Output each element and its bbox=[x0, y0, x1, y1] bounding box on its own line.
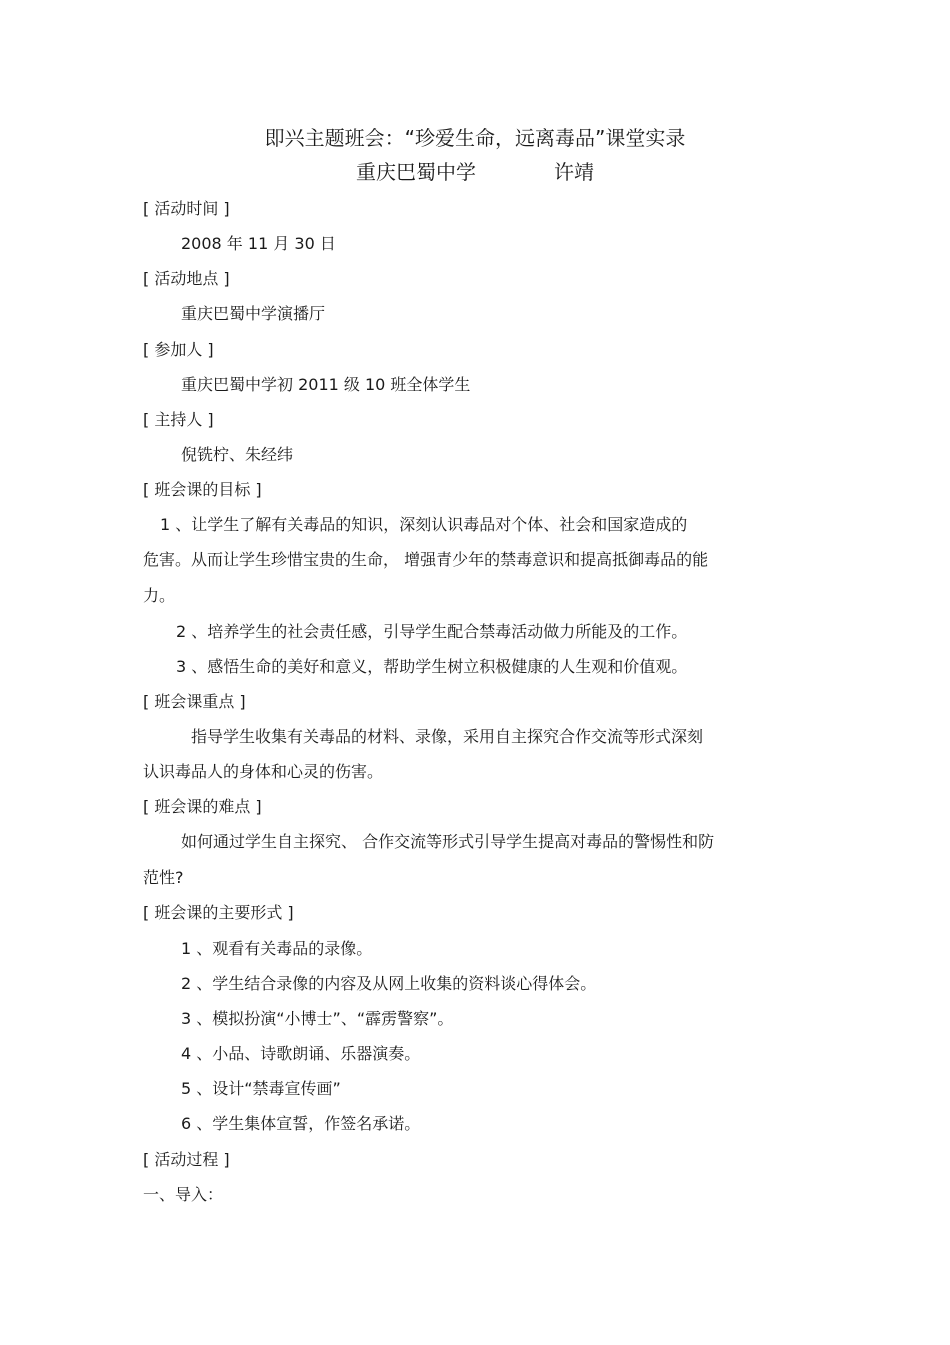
difficulty-line-1: 如何通过学生自主探究、 合作交流等形式引导学生提高对毒品的警惕性和防 bbox=[181, 832, 715, 851]
goal-1-line-1: 1 、让学生了解有关毒品的知识，深刻认识毒品对个体、社会和国家造成的 bbox=[160, 515, 688, 534]
goals-heading: [ 班会课的目标 ] bbox=[143, 480, 262, 499]
participants-heading: [ 参加人 ] bbox=[143, 340, 214, 359]
goal-1-line-3: 力。 bbox=[143, 586, 176, 605]
goal-1-line-2: 危害。从而让学生珍惜宝贵的生命， 增强青少年的禁毒意识和提高抵御毒品的能 bbox=[143, 550, 709, 569]
form-item: 2 、学生结合录像的内容及从网上收集的资料谈心得体会。 bbox=[181, 974, 597, 993]
form-item: 5 、设计“禁毒宣传画” bbox=[181, 1079, 341, 1098]
place-value: 重庆巴蜀中学演播厅 bbox=[181, 304, 326, 323]
school-name: 重庆巴蜀中学 bbox=[356, 160, 476, 184]
host-heading: [ 主持人 ] bbox=[143, 410, 214, 429]
process-heading: [ 活动过程 ] bbox=[143, 1150, 230, 1169]
form-item: 6 、学生集体宣誓，作签名承诺。 bbox=[181, 1114, 421, 1133]
document-title: 即兴主题班会：“珍爱生命，远离毒品”课堂实录 bbox=[264, 126, 686, 150]
focus-line-2: 认识毒品人的身体和心灵的伤害。 bbox=[143, 762, 384, 781]
time-value: 2008 年 11 月 30 日 bbox=[181, 234, 336, 253]
document-byline bbox=[0, 158, 950, 186]
difficulty-heading: [ 班会课的难点 ] bbox=[143, 797, 262, 816]
intro-heading: 一、导入： bbox=[143, 1185, 224, 1204]
focus-line-1: 指导学生收集有关毒品的材料、录像，采用自主探究合作交流等形式深刻 bbox=[191, 727, 704, 746]
focus-heading: [ 班会课重点 ] bbox=[143, 692, 246, 711]
form-item: 1 、观看有关毒品的录像。 bbox=[181, 939, 373, 958]
forms-heading: [ 班会课的主要形式 ] bbox=[143, 903, 294, 922]
goal-2: 2 、培养学生的社会责任感，引导学生配合禁毒活动做力所能及的工作。 bbox=[176, 622, 688, 641]
time-heading: [ 活动时间 ] bbox=[143, 199, 230, 218]
goal-3: 3 、感悟生命的美好和意义，帮助学生树立积极健康的人生观和价值观。 bbox=[176, 657, 688, 676]
author-name: 许靖 bbox=[554, 160, 594, 184]
place-heading: [ 活动地点 ] bbox=[143, 269, 230, 288]
host-value: 倪铣柠、朱经纬 bbox=[181, 445, 294, 464]
form-item: 4 、小品、诗歌朗诵、乐器演奏。 bbox=[181, 1044, 421, 1063]
form-item: 3 、模拟扮演“小博士”、“霹雳警察”。 bbox=[181, 1009, 454, 1028]
difficulty-line-2: 范性? bbox=[143, 868, 184, 887]
participants-value: 重庆巴蜀中学初 2011 级 10 班全体学生 bbox=[181, 375, 471, 394]
